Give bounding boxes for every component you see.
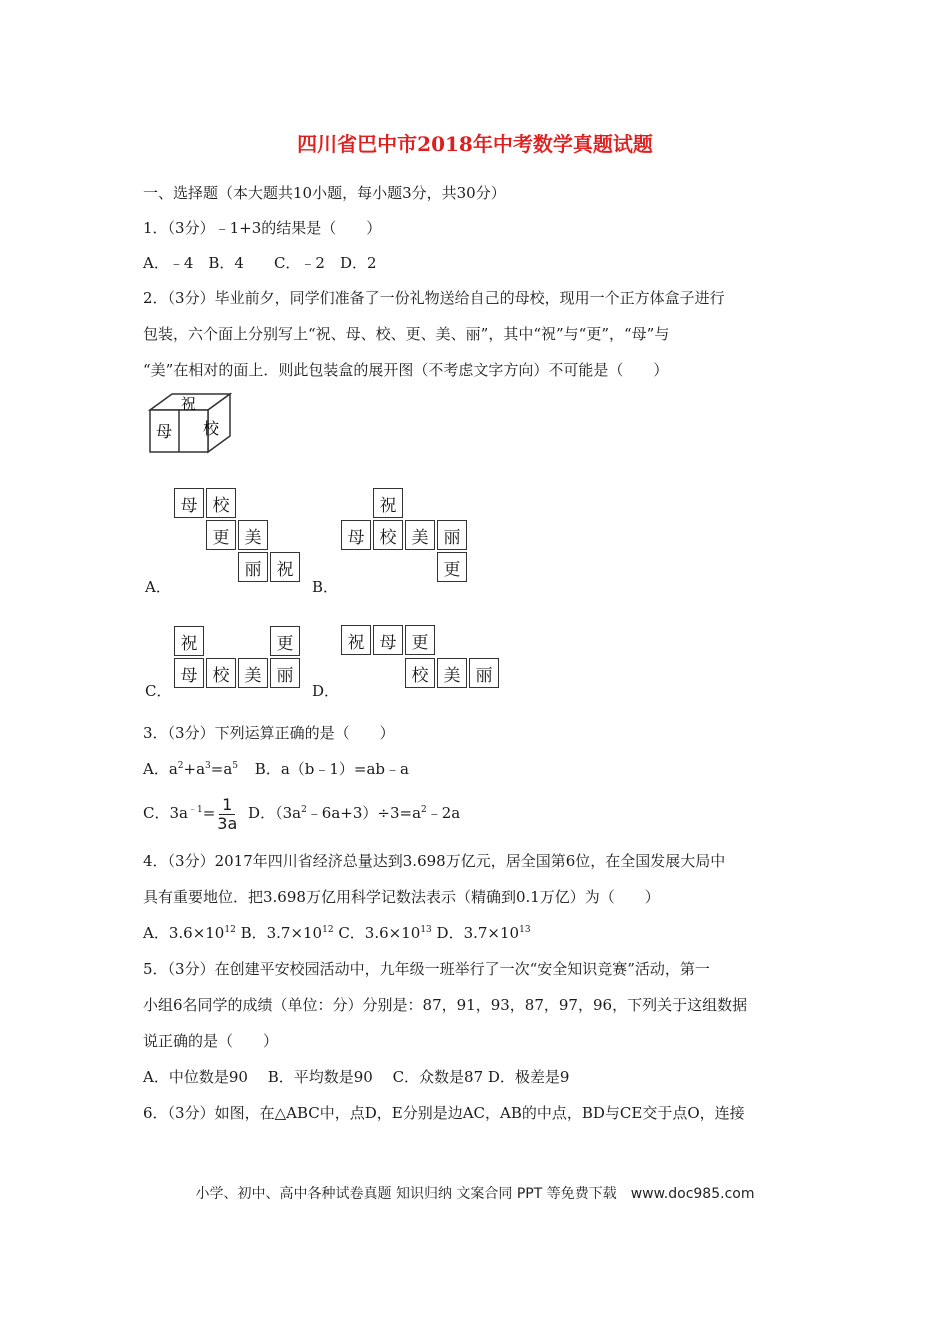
net-d-cell: 美	[437, 658, 467, 688]
cube-front-label: 母	[156, 422, 173, 441]
option-c-label: C．	[145, 682, 172, 700]
net-c-cell: 母	[174, 658, 204, 688]
option-d-label: D．	[312, 682, 340, 700]
net-a-cell: 更	[206, 520, 236, 550]
net-a-cell: 美	[238, 520, 268, 550]
q5-options: A．中位数是90 B．平均数是90 C．众数是87 D．极差是9	[143, 1068, 570, 1086]
option-b-label: B．	[312, 578, 339, 596]
q6-line1: 6．（3分）如图，在△ABC中，点D，E分别是边AC，AB的中点，BD与CE交于点O，连接	[143, 1104, 745, 1122]
q2-line2: 包装，六个面上分别写上“祝、母、校、更、美、丽”，其中“祝”与“更”，“母”与	[143, 325, 670, 343]
net-c-cell: 校	[206, 658, 236, 688]
net-b-cell: 校	[373, 520, 403, 550]
q3-opt-c: C．$3a^{﹣1}=$ $\frac{1}{3a}$	[143, 794, 238, 833]
q5-line3: 说正确的是（ ）	[143, 1032, 279, 1050]
q5-line1: 5．（3分）在创建平安校园活动中，九年级一班举行了一次“安全知识竞赛”活动，第一	[143, 960, 710, 978]
q3-opt-a: A．$a^2+a^3=a^5$	[143, 760, 239, 778]
fraction: $\frac{1}{3a}$	[217, 794, 238, 833]
net-c-cell: 丽	[270, 658, 300, 688]
q3-opt-b: B．a（b﹣1）=ab﹣a	[254, 760, 409, 778]
q5-line2: 小组6名同学的成绩（单位：分）分别是：87，91，93，87，97，96，下列关于这组数据	[143, 996, 748, 1014]
net-c-cell: 祝	[174, 626, 204, 656]
q2-line1: 2．（3分）毕业前夕，同学们准备了一份礼物送给自己的母校，现用一个正方体盒子进行	[143, 289, 725, 307]
q4-options: A．$3.6\times 10^{12}$ B．$3.7\times 10^{12}$ C．$3.6\times 10^{13}$ D．$3.7\times 10^{13}$	[143, 924, 531, 942]
net-b-cell: 母	[341, 520, 371, 550]
cube-figure	[145, 390, 245, 456]
net-a-cell: 丽	[238, 552, 268, 582]
net-c-cell: 美	[238, 658, 268, 688]
q4-line2: 具有重要地位．把3.698万亿用科学记数法表示（精确到0.1万亿）为（ ）	[143, 888, 660, 906]
net-b-cell: 美	[405, 520, 435, 550]
net-d-cell: 祝	[341, 625, 371, 655]
net-d-cell: 更	[405, 625, 435, 655]
cube-top-label: 祝	[181, 395, 197, 413]
q1-options: A．﹣4 B．4 C．﹣2 D．2	[143, 254, 377, 272]
net-b-cell: 丽	[437, 520, 467, 550]
cube-side-label: 校	[203, 419, 220, 438]
net-c-cell: 更	[270, 626, 300, 656]
net-a-cell: 母	[174, 488, 204, 518]
net-d-cell: 丽	[469, 658, 499, 688]
section-heading: 一、选择题（本大题共10小题，每小题3分，共30分）	[143, 184, 506, 202]
q3-options-ab	[143, 758, 409, 779]
q3-options-cd	[143, 790, 460, 833]
net-b-cell: 祝	[373, 488, 403, 518]
q1-stem: 1．（3分）﹣1+3的结果是（ ）	[143, 219, 382, 237]
net-d-cell: 校	[405, 658, 435, 688]
page-title: 四川省巴中市2018年中考数学真题试题	[297, 132, 653, 156]
net-a-cell: 校	[206, 488, 236, 518]
q2-line3: “美”在相对的面上．则此包装盒的展开图（不考虑文字方向）不可能是（ ）	[143, 361, 669, 379]
net-a-cell: 祝	[270, 552, 300, 582]
net-b-cell: 更	[437, 552, 467, 582]
q3-opt-d: D．$(3a^2﹣6a+3)\div 3=a^2﹣2a$	[248, 804, 461, 822]
net-d-cell: 母	[373, 625, 403, 655]
q3-stem: 3．（3分）下列运算正确的是（ ）	[143, 724, 395, 742]
option-a-label: A．	[145, 578, 171, 596]
page-footer: 小学、初中、高中各种试卷真题 知识归纳 文案合同 PPT 等免费下载 www.doc985.com	[195, 1186, 755, 1202]
q4-line1: 4．（3分）2017年四川省经济总量达到3.698万亿元，居全国第6位，在全国发展大局中	[143, 852, 726, 870]
